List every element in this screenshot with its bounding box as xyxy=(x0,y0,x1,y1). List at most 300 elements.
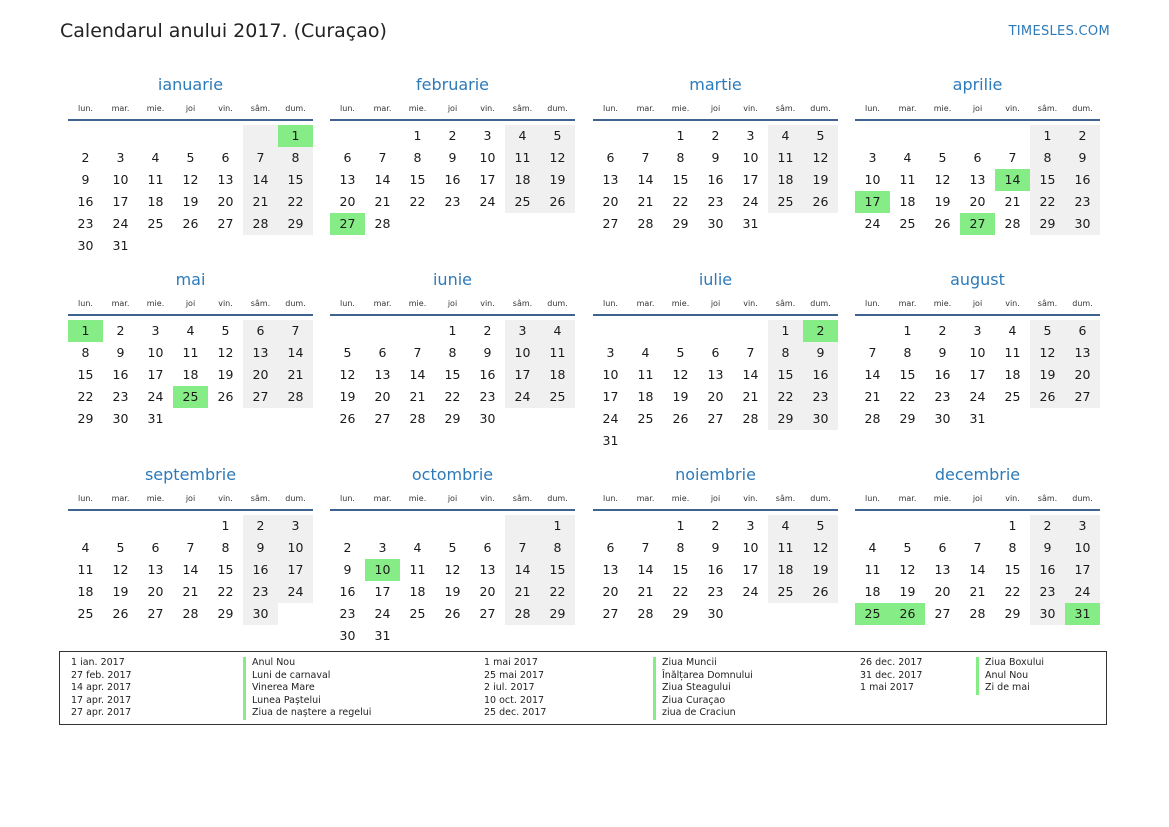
day-cell: 16 xyxy=(707,172,724,187)
day-cell: 25 xyxy=(409,606,426,621)
holiday-day-cell: 17 xyxy=(855,191,890,213)
day-cell: 12 xyxy=(182,172,199,187)
day-cell: 1 xyxy=(448,323,457,338)
day-cell: 13 xyxy=(969,172,986,187)
day-cell: 17 xyxy=(374,584,391,599)
day-cell: 16 xyxy=(479,367,496,382)
day-cell: 27 xyxy=(602,606,619,621)
day-cell: 14 xyxy=(505,559,540,581)
day-cell: 18 xyxy=(864,584,881,599)
header-rule xyxy=(330,509,575,511)
day-cell: 30 xyxy=(803,408,838,430)
empty-day-cell xyxy=(593,320,628,342)
day-cell: 23 xyxy=(707,194,724,209)
day-cell: 18 xyxy=(899,194,916,209)
weekday-label: mie. xyxy=(146,299,165,308)
empty-day-cell xyxy=(208,125,243,147)
day-cell: 4 xyxy=(868,540,877,555)
month-title: martie xyxy=(689,75,742,94)
empty-day-cell xyxy=(68,515,103,537)
day-cell: 21 xyxy=(409,389,426,404)
day-cell: 1 xyxy=(413,128,422,143)
day-cell: 28 xyxy=(243,213,278,235)
weekday-header xyxy=(855,492,1100,506)
day-cell: 8 xyxy=(81,345,90,360)
weekday-label: lun. xyxy=(340,104,355,113)
weekday-label: dum. xyxy=(810,104,831,113)
day-cell: 3 xyxy=(973,323,982,338)
day-cell: 16 xyxy=(934,367,951,382)
days-grid xyxy=(855,125,1100,235)
day-cell: 27 xyxy=(147,606,164,621)
day-cell: 15 xyxy=(540,559,575,581)
day-cell: 12 xyxy=(672,367,689,382)
empty-day-cell xyxy=(663,320,698,342)
day-cell: 4 xyxy=(413,540,422,555)
day-cell: 31 xyxy=(374,628,391,643)
day-cell: 1 xyxy=(676,518,685,533)
day-cell: 7 xyxy=(641,540,650,555)
day-cell: 19 xyxy=(112,584,129,599)
day-cell: 16 xyxy=(444,172,461,187)
day-cell: 18 xyxy=(182,367,199,382)
day-cell: 8 xyxy=(768,342,803,364)
day-cell: 23 xyxy=(803,386,838,408)
day-cell: 6 xyxy=(378,345,387,360)
day-cell: 6 xyxy=(1065,320,1100,342)
day-cell: 20 xyxy=(217,194,234,209)
day-cell: 21 xyxy=(374,194,391,209)
day-cell: 3 xyxy=(505,320,540,342)
day-cell: 12 xyxy=(934,172,951,187)
day-cell: 6 xyxy=(151,540,160,555)
weekday-header xyxy=(68,102,313,116)
day-cell: 29 xyxy=(217,606,234,621)
day-cell: 9 xyxy=(1065,147,1100,169)
empty-day-cell xyxy=(628,125,663,147)
empty-day-cell xyxy=(593,125,628,147)
weekday-label: joi xyxy=(972,104,983,113)
weekday-label: mar. xyxy=(898,299,917,308)
legend-holiday-name: Anul Nou xyxy=(976,670,1044,683)
day-cell: 29 xyxy=(1004,606,1021,621)
weekday-label: mar. xyxy=(111,494,130,503)
day-cell: 30 xyxy=(707,606,724,621)
day-cell: 22 xyxy=(217,584,234,599)
day-cell: 20 xyxy=(1065,364,1100,386)
legend-names-col-2 xyxy=(653,657,753,720)
day-cell: 11 xyxy=(768,147,803,169)
day-cell: 13 xyxy=(374,367,391,382)
header-rule xyxy=(855,119,1100,121)
day-cell: 16 xyxy=(112,367,129,382)
day-cell: 28 xyxy=(182,606,199,621)
day-cell: 15 xyxy=(899,367,916,382)
empty-day-cell xyxy=(330,125,365,147)
empty-day-cell xyxy=(365,515,400,537)
day-cell: 7 xyxy=(243,147,278,169)
legend-holiday-name: Zi de mai xyxy=(976,682,1044,695)
day-cell: 4 xyxy=(505,125,540,147)
day-cell: 26 xyxy=(672,411,689,426)
legend-date: 27 feb. 2017 xyxy=(71,669,132,681)
day-cell: 24 xyxy=(147,389,164,404)
day-cell: 13 xyxy=(1065,342,1100,364)
days-grid xyxy=(855,320,1100,430)
weekday-label: vin. xyxy=(218,299,233,308)
day-cell: 7 xyxy=(868,345,877,360)
day-cell: 5 xyxy=(803,125,838,147)
legend-holiday-name: Înălțarea Domnului xyxy=(653,670,753,683)
day-cell: 14 xyxy=(409,367,426,382)
weekday-label: joi xyxy=(447,299,458,308)
weekday-label: joi xyxy=(710,299,721,308)
weekday-label: lun. xyxy=(78,104,93,113)
day-cell: 5 xyxy=(448,540,457,555)
day-cell: 13 xyxy=(243,342,278,364)
day-cell: 18 xyxy=(77,584,94,599)
day-cell: 28 xyxy=(1004,216,1021,231)
legend-date: 25 mai 2017 xyxy=(484,669,545,681)
day-cell: 19 xyxy=(444,584,461,599)
day-cell: 5 xyxy=(676,345,685,360)
day-cell: 15 xyxy=(217,562,234,577)
weekday-label: vin. xyxy=(480,494,495,503)
day-cell: 14 xyxy=(182,562,199,577)
day-cell: 21 xyxy=(742,389,759,404)
empty-day-cell xyxy=(733,320,768,342)
day-cell: 24 xyxy=(969,389,986,404)
day-cell: 11 xyxy=(147,172,164,187)
day-cell: 7 xyxy=(186,540,195,555)
day-cell: 24 xyxy=(112,216,129,231)
day-cell: 6 xyxy=(606,540,615,555)
weekday-label: vin. xyxy=(1005,299,1020,308)
weekday-label: mar. xyxy=(373,494,392,503)
day-cell: 24 xyxy=(742,194,759,209)
day-cell: 11 xyxy=(409,562,426,577)
month-martie xyxy=(593,72,838,235)
empty-day-cell xyxy=(505,515,540,537)
empty-day-cell xyxy=(960,125,995,147)
weekday-label: mie. xyxy=(408,494,427,503)
empty-day-cell xyxy=(593,515,628,537)
weekday-label: dum. xyxy=(810,299,831,308)
weekday-label: mie. xyxy=(146,104,165,113)
day-cell: 12 xyxy=(899,562,916,577)
weekday-label: sâm. xyxy=(512,104,533,113)
day-cell: 14 xyxy=(637,172,654,187)
legend-holiday-name: Ziua Curaçao xyxy=(653,695,753,708)
weekday-header xyxy=(593,297,838,311)
day-cell: 11 xyxy=(540,342,575,364)
day-cell: 13 xyxy=(147,562,164,577)
empty-day-cell xyxy=(68,125,103,147)
holiday-day-cell: 27 xyxy=(960,213,995,235)
weekday-label: dum. xyxy=(547,104,568,113)
weekday-label: mie. xyxy=(146,494,165,503)
day-cell: 23 xyxy=(1065,191,1100,213)
day-cell: 22 xyxy=(768,386,803,408)
day-cell: 9 xyxy=(116,345,125,360)
day-cell: 17 xyxy=(505,364,540,386)
day-cell: 27 xyxy=(934,606,951,621)
day-cell: 13 xyxy=(479,562,496,577)
day-cell: 27 xyxy=(602,216,619,231)
empty-day-cell xyxy=(365,320,400,342)
day-cell: 3 xyxy=(746,128,755,143)
day-cell: 25 xyxy=(768,581,803,603)
weekday-label: sâm. xyxy=(250,299,271,308)
day-cell: 10 xyxy=(1065,537,1100,559)
legend-holiday-name: Ziua Steagului xyxy=(653,682,753,695)
day-cell: 12 xyxy=(803,537,838,559)
empty-day-cell xyxy=(365,125,400,147)
month-title: octombrie xyxy=(411,465,494,484)
month-title: aprilie xyxy=(952,75,1003,94)
day-cell: 17 xyxy=(112,194,129,209)
days-grid xyxy=(855,515,1100,625)
day-cell: 19 xyxy=(182,194,199,209)
day-cell: 18 xyxy=(1004,367,1021,382)
day-cell: 24 xyxy=(505,386,540,408)
weekday-label: dum. xyxy=(285,494,306,503)
legend-holiday-name: Lunea Paștelui xyxy=(243,695,371,708)
day-cell: 20 xyxy=(147,584,164,599)
empty-day-cell xyxy=(103,125,138,147)
legend-dates-col-3 xyxy=(860,657,922,695)
day-cell: 17 xyxy=(479,172,496,187)
day-cell: 28 xyxy=(969,606,986,621)
legend-names-col-3 xyxy=(976,657,1044,695)
day-cell: 16 xyxy=(803,364,838,386)
month-aprilie xyxy=(855,72,1100,235)
day-cell: 24 xyxy=(278,581,313,603)
day-cell: 27 xyxy=(1065,386,1100,408)
site-link[interactable]: TIMESLES.COM xyxy=(1008,24,1110,39)
day-cell: 29 xyxy=(768,408,803,430)
day-cell: 20 xyxy=(602,194,619,209)
day-cell: 28 xyxy=(637,606,654,621)
month-septembrie xyxy=(68,462,313,625)
day-cell: 22 xyxy=(409,194,426,209)
month-iunie xyxy=(330,267,575,430)
day-cell: 4 xyxy=(1008,323,1017,338)
day-cell: 2 xyxy=(81,150,90,165)
day-cell: 14 xyxy=(243,169,278,191)
empty-day-cell xyxy=(925,515,960,537)
day-cell: 2 xyxy=(711,128,720,143)
day-cell: 8 xyxy=(413,150,422,165)
weekday-label: sâm. xyxy=(250,104,271,113)
empty-day-cell xyxy=(698,320,733,342)
day-cell: 11 xyxy=(637,367,654,382)
weekday-label: lun. xyxy=(78,494,93,503)
weekday-header xyxy=(593,102,838,116)
day-cell: 27 xyxy=(243,386,278,408)
day-cell: 2 xyxy=(1030,515,1065,537)
day-cell: 6 xyxy=(938,540,947,555)
month-februarie xyxy=(330,72,575,235)
day-cell: 7 xyxy=(378,150,387,165)
weekday-label: dum. xyxy=(285,104,306,113)
empty-day-cell xyxy=(855,320,890,342)
day-cell: 19 xyxy=(217,367,234,382)
holiday-day-cell: 25 xyxy=(173,386,208,408)
holiday-day-cell: 25 xyxy=(855,603,890,625)
holiday-day-cell: 1 xyxy=(68,320,103,342)
day-cell: 22 xyxy=(672,584,689,599)
month-title: februarie xyxy=(415,75,490,94)
day-cell: 19 xyxy=(803,559,838,581)
days-grid xyxy=(330,320,575,430)
empty-day-cell xyxy=(855,125,890,147)
day-cell: 2 xyxy=(938,323,947,338)
weekday-label: sâm. xyxy=(775,299,796,308)
weekday-label: mar. xyxy=(636,494,655,503)
day-cell: 5 xyxy=(116,540,125,555)
day-cell: 1 xyxy=(903,323,912,338)
day-cell: 2 xyxy=(483,323,492,338)
day-cell: 16 xyxy=(707,562,724,577)
day-cell: 14 xyxy=(742,367,759,382)
day-cell: 22 xyxy=(899,389,916,404)
weekday-label: mie. xyxy=(408,299,427,308)
month-title: decembrie xyxy=(934,465,1021,484)
day-cell: 12 xyxy=(803,147,838,169)
holiday-day-cell: 10 xyxy=(365,559,400,581)
day-cell: 29 xyxy=(540,603,575,625)
day-cell: 26 xyxy=(217,389,234,404)
day-cell: 26 xyxy=(540,191,575,213)
day-cell: 30 xyxy=(243,603,278,625)
weekday-label: vin. xyxy=(743,299,758,308)
day-cell: 11 xyxy=(864,562,881,577)
month-mai xyxy=(68,267,313,430)
day-cell: 5 xyxy=(803,515,838,537)
weekday-label: vin. xyxy=(1005,104,1020,113)
weekday-header xyxy=(855,297,1100,311)
weekday-label: sâm. xyxy=(1037,299,1058,308)
day-cell: 14 xyxy=(969,562,986,577)
empty-day-cell xyxy=(138,515,173,537)
day-cell: 3 xyxy=(278,515,313,537)
day-cell: 23 xyxy=(1030,581,1065,603)
day-cell: 31 xyxy=(147,411,164,426)
weekday-label: joi xyxy=(447,104,458,113)
day-cell: 11 xyxy=(505,147,540,169)
day-cell: 8 xyxy=(1008,540,1017,555)
day-cell: 23 xyxy=(339,606,356,621)
day-cell: 5 xyxy=(186,150,195,165)
day-cell: 9 xyxy=(1030,537,1065,559)
day-cell: 4 xyxy=(151,150,160,165)
legend-holiday-name: Anul Nou xyxy=(243,657,371,670)
weekday-label: dum. xyxy=(285,299,306,308)
day-cell: 22 xyxy=(540,581,575,603)
holiday-day-cell: 26 xyxy=(890,603,925,625)
legend-dates-col-2 xyxy=(484,657,546,720)
day-cell: 24 xyxy=(374,606,391,621)
day-cell: 28 xyxy=(864,411,881,426)
empty-day-cell xyxy=(173,125,208,147)
day-cell: 6 xyxy=(973,150,982,165)
weekday-label: sâm. xyxy=(1037,104,1058,113)
weekday-label: joi xyxy=(972,299,983,308)
weekday-header xyxy=(68,297,313,311)
days-grid xyxy=(68,125,313,257)
empty-day-cell xyxy=(855,515,890,537)
day-cell: 15 xyxy=(672,562,689,577)
legend-date: 25 dec. 2017 xyxy=(484,707,547,718)
day-cell: 31 xyxy=(969,411,986,426)
day-cell: 8 xyxy=(540,537,575,559)
day-cell: 17 xyxy=(969,367,986,382)
day-cell: 2 xyxy=(1065,125,1100,147)
day-cell: 22 xyxy=(672,194,689,209)
day-cell: 23 xyxy=(77,216,94,231)
day-cell: 19 xyxy=(672,389,689,404)
day-cell: 19 xyxy=(1030,364,1065,386)
day-cell: 8 xyxy=(1030,147,1065,169)
day-cell: 25 xyxy=(1004,389,1021,404)
header-rule xyxy=(593,119,838,121)
day-cell: 1 xyxy=(768,320,803,342)
month-iulie xyxy=(593,267,838,452)
day-cell: 4 xyxy=(81,540,90,555)
legend-date: 14 apr. 2017 xyxy=(71,682,132,693)
day-cell: 22 xyxy=(444,389,461,404)
day-cell: 5 xyxy=(540,125,575,147)
day-cell: 25 xyxy=(505,191,540,213)
empty-day-cell xyxy=(890,125,925,147)
header-rule xyxy=(855,509,1100,511)
legend-holiday-name: Ziua Muncii xyxy=(653,657,753,670)
day-cell: 16 xyxy=(1030,559,1065,581)
day-cell: 21 xyxy=(637,194,654,209)
day-cell: 28 xyxy=(409,411,426,426)
day-cell: 19 xyxy=(339,389,356,404)
day-cell: 24 xyxy=(864,216,881,231)
day-cell: 2 xyxy=(448,128,457,143)
day-cell: 17 xyxy=(602,389,619,404)
day-cell: 11 xyxy=(768,537,803,559)
day-cell: 18 xyxy=(540,364,575,386)
header-rule xyxy=(593,314,838,316)
legend-holiday-name: Ziua de naștere a regelui xyxy=(243,707,371,720)
day-cell: 25 xyxy=(540,386,575,408)
day-cell: 10 xyxy=(969,345,986,360)
day-cell: 23 xyxy=(243,581,278,603)
day-cell: 6 xyxy=(711,345,720,360)
days-grid xyxy=(593,320,838,452)
day-cell: 20 xyxy=(602,584,619,599)
day-cell: 3 xyxy=(1065,515,1100,537)
month-title: mai xyxy=(175,270,206,289)
day-cell: 9 xyxy=(711,150,720,165)
day-cell: 18 xyxy=(505,169,540,191)
day-cell: 30 xyxy=(77,238,94,253)
day-cell: 27 xyxy=(374,411,391,426)
month-title: septembrie xyxy=(144,465,237,484)
days-grid xyxy=(68,320,313,430)
days-grid xyxy=(330,125,575,235)
header-rule xyxy=(855,314,1100,316)
weekday-label: mie. xyxy=(671,299,690,308)
day-cell: 17 xyxy=(742,562,759,577)
legend-date: 1 mai 2017 xyxy=(484,657,538,668)
day-cell: 13 xyxy=(602,172,619,187)
